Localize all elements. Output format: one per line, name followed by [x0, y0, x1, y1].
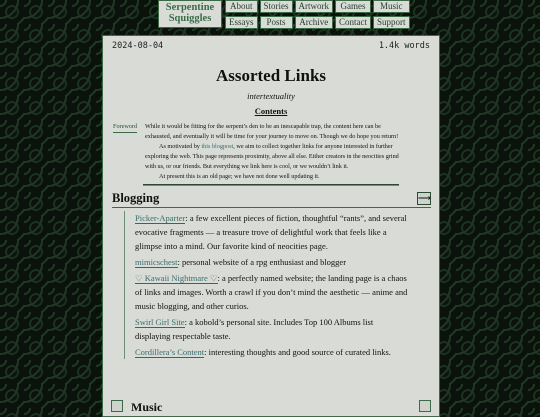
arrow-right-icon[interactable]: ⟶: [418, 193, 431, 203]
nav-support[interactable]: Support: [373, 16, 410, 29]
page-meta: [103, 36, 439, 51]
entry-description: : interesting thoughts and good source of curated links.: [204, 347, 391, 357]
contents-link[interactable]: Contents: [254, 106, 288, 116]
logo-line2: Squiggles: [168, 13, 212, 24]
entry-link[interactable]: Picker-Aparter: [135, 213, 186, 223]
entry-description: : a kobold’s personal site. Includes Top 100 Albums list displaying respectable taste.: [135, 317, 374, 341]
nav-contact[interactable]: Contact: [335, 16, 371, 29]
page-title: Assorted Links: [215, 66, 327, 85]
expand-icon[interactable]: [419, 400, 431, 412]
foreword-divider: [143, 184, 399, 186]
post-date: 2024-08-04: [112, 41, 164, 51]
list-item: [135, 345, 409, 359]
top-navigation: [158, 0, 410, 30]
nav-stories[interactable]: Stories: [260, 0, 293, 13]
foreword-p2-post: , we aim to collect together links for anyone interested in further exploring the web. This page represents proximity, above all else. Either creators in the neocities grind with us, or our friends. But everything we link here is cool, or we wouldn’t link it.: [145, 143, 399, 170]
entry-link[interactable]: mimicschest: [135, 257, 178, 267]
blogging-list: [124, 211, 409, 359]
foreword-body: [145, 122, 401, 182]
nav-games[interactable]: Games: [335, 0, 371, 13]
logo-line1: Serpentine: [165, 2, 215, 13]
nav-about[interactable]: About: [225, 0, 258, 13]
entry-link[interactable]: Cordillera’s Content: [135, 347, 205, 357]
list-item: [135, 211, 409, 253]
nav-archive[interactable]: Archive: [295, 16, 334, 29]
foreword: [113, 122, 401, 182]
list-item: [135, 255, 409, 269]
nav-grid: [225, 0, 410, 30]
word-count: 1.4k words: [378, 41, 430, 51]
section-title-blogging: Blogging: [112, 191, 160, 205]
collapse-icon[interactable]: [111, 400, 123, 412]
section-header-blogging: [112, 191, 431, 208]
nav-posts[interactable]: Posts: [260, 16, 293, 29]
entry-description: : a few excellent pieces of fiction, thoughtful “rants”, and several evocative fragments — a treasure trove of delightful work that feels like a glimpse into a mind. Our favorite kind of neocities page.: [135, 213, 407, 251]
foreword-label: Foreword: [113, 122, 137, 133]
entry-link[interactable]: ♡ Kawaii Nightmare ♡: [135, 273, 218, 283]
list-item: [135, 315, 409, 343]
foreword-paragraph-3: At present this is an old page; we have not done well updating it.: [159, 173, 320, 180]
nav-music[interactable]: Music: [373, 0, 410, 13]
foreword-paragraph-2: [145, 142, 401, 172]
entry-description: : personal website of a rpg enthusiast and blogger: [177, 257, 347, 267]
nav-essays[interactable]: Essays: [225, 16, 258, 29]
content-page: [102, 35, 440, 417]
section-title-music: Music: [131, 400, 163, 414]
foreword-paragraph-1: While it would be fitting for the serpent’s den to be an inescapable trap, the content here can be exhausted, and eventually it will be time for your journey to move on. Though we do hope you return!: [145, 123, 399, 140]
list-item: [135, 271, 409, 313]
entry-description: : a perfectly named website; the landing page is a chaos of links and images. Worth a crawl if you don’t mind the aesthetic — anime and music blogging, and other curios.: [135, 273, 408, 311]
entry-link[interactable]: Swirl Girl Site: [135, 317, 185, 327]
nav-artwork[interactable]: Artwork: [295, 0, 334, 13]
foreword-p2-pre: As motivated by: [159, 143, 202, 150]
blogpost-link[interactable]: this blogpost: [201, 143, 234, 150]
site-logo[interactable]: [158, 0, 222, 28]
page-subtitle: intertextuality: [247, 91, 295, 101]
